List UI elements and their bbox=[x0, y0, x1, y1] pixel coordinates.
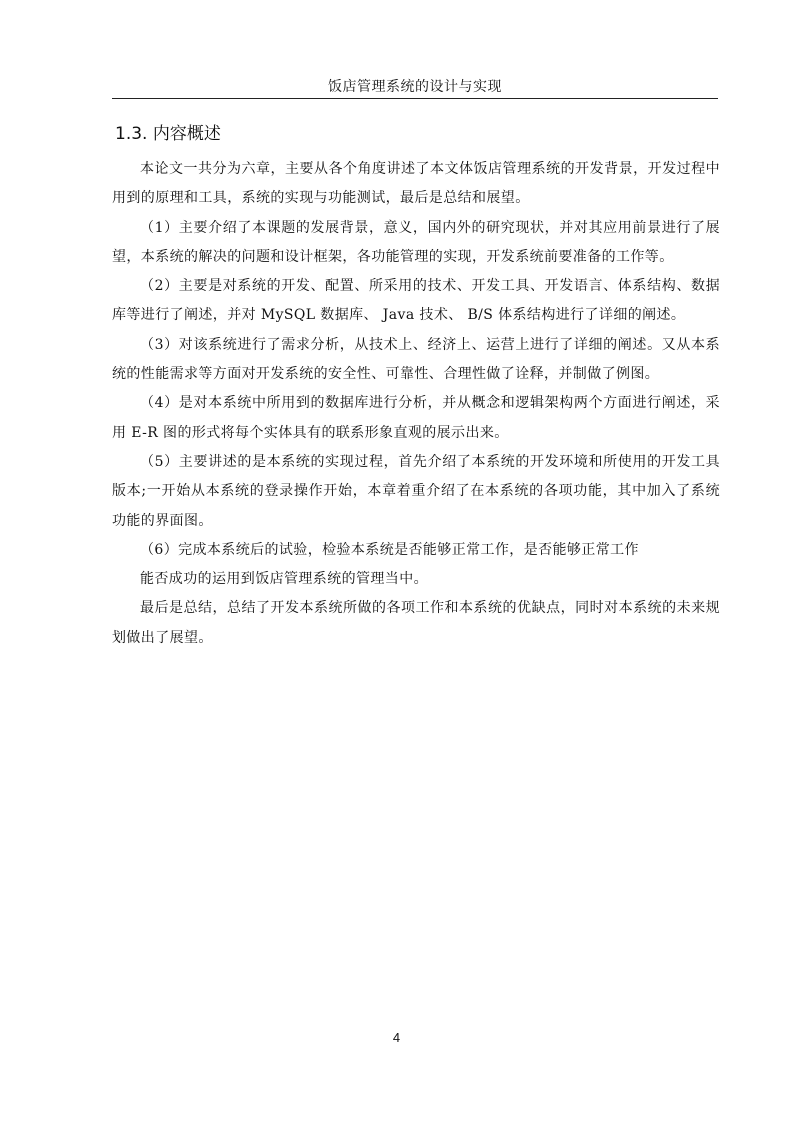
paragraph-chapter-4: （4）是对本系统中所用到的数据库进行分析，并从概念和逻辑架构两个方面进行阐述，采用 E-R 图的形式将每个实体具有的联系形象直观的展示出来。 bbox=[112, 395, 720, 441]
paragraph-chapter-3: （3）对该系统进行了需求分析，从技术上、经济上、运营上进行了详细的阐述。又从本系统的性能需求等方面对开发系统的安全性、可靠性、合理性做了诠释，并制做了例图。 bbox=[112, 336, 720, 383]
running-header: 饭店管理系统的设计与实现 bbox=[328, 79, 502, 95]
section-heading: 1.3. 内容概述 bbox=[115, 124, 221, 144]
header-divider bbox=[112, 98, 718, 99]
page-number: 4 bbox=[392, 1030, 401, 1045]
paragraph-chapter-1: （1）主要介绍了本课题的发展背景，意义，国内外的研究现状，并对其应用前景进行了展望，本系统的解决的问题和设计框架，各功能管理的实现，开发系统前要准备的工作等。 bbox=[112, 219, 720, 265]
document-body bbox=[112, 155, 720, 653]
paragraph-chapter-6: （6）完成本系统后的试验，检验本系统是否能够正常工作，是否能够正常工作 bbox=[140, 541, 639, 558]
paragraph-intro: 本论文一共分为六章，主要从各个角度讲述了本文体饭店管理系统的开发背景，开发过程中用到的原理和工具，系统的实现与功能测试，最后是总结和展望。 bbox=[112, 161, 720, 207]
paragraph-chapter-5: （5）主要讲述的是本系统的实现过程，首先介绍了本系统的开发环境和所使用的开发工具版本;一开始从本系统的登录操作开始，本章着重介绍了在本系统的各项功能，其中加入了系统功能的界面图。 bbox=[112, 453, 720, 529]
paragraph-conclusion: 最后是总结，总结了开发本系统所做的各项工作和本系统的优缺点，同时对本系统的未来规划做出了展望。 bbox=[112, 600, 720, 646]
paragraph-chapter-6-continued: 能否成功的运用到饭店管理系统的管理当中。 bbox=[140, 571, 428, 588]
paragraph-chapter-2: （2）主要是对系统的开发、配置、所采用的技术、开发工具、开发语言、体系结构、数据库等进行了阐述，并对 MySQL 数据库、 Java 技术、 B/S 体系结构进行了详细的阐述。 bbox=[112, 278, 720, 324]
